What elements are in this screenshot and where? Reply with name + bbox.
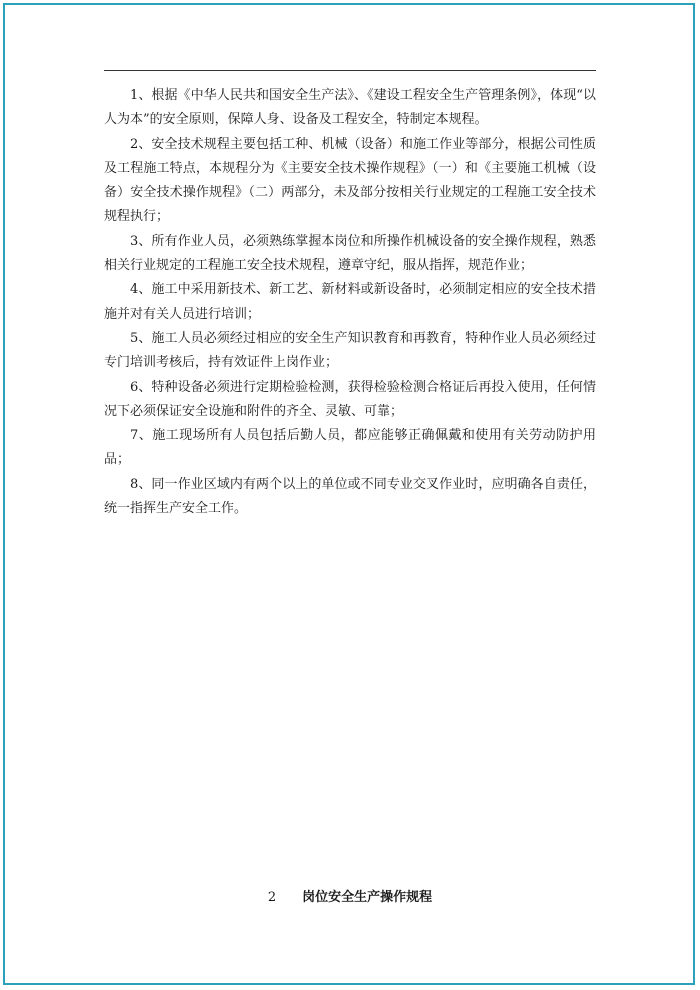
footer-title: 岗位安全生产操作规程 bbox=[302, 890, 433, 905]
page-footer bbox=[0, 886, 700, 905]
paragraph-5: 5、施工人员必须经过相应的安全生产知识教育和再教育，特种作业人员必须经过专门培训考核后，持有效证件上岗作业； bbox=[104, 330, 596, 371]
paragraph-8: 8、同一作业区域内有两个以上的单位或不同专业交叉作业时，应明确各自责任，统一指挥生产安全工作。 bbox=[104, 476, 596, 517]
paragraph-3: 3、所有作业人员，必须熟练掌握本岗位和所操作机械设备的安全操作规程，熟悉相关行业规定的工程施工安全技术规程，遵章守纪，服从指挥，规范作业； bbox=[104, 233, 596, 274]
page-number: 2 bbox=[267, 890, 277, 905]
document-body bbox=[104, 84, 596, 521]
paragraph-2: 2、安全技术规程主要包括工种、机械（设备）和施工作业等部分，根据公司性质及工程施工特点，本规程分为《主要安全技术操作规程》（一）和《主要施工机械（设备）安全技术操作规程》（二）两部分，未及部分按相关行业规定的工程施工安全技术规程执行； bbox=[104, 136, 596, 225]
paragraph-1: 1、根据《中华人民共和国安全生产法》、《建设工程安全生产管理条例》，体现“以人为本”的安全原则，保障人身、设备及工程安全，特制定本规程。 bbox=[104, 88, 596, 128]
paragraph-4: 4、施工中采用新技术、新工艺、新材料或新设备时，必须制定相应的安全技术措施并对有关人员进行培训； bbox=[104, 282, 596, 322]
paragraph-6: 6、特种设备必须进行定期检验检测，获得检验检测合格证后再投入使用，任何情况下必须保证安全设施和附件的齐全、灵敏、可靠； bbox=[104, 379, 596, 419]
header-divider bbox=[104, 70, 596, 71]
paragraph-7: 7、施工现场所有人员包括后勤人员，都应能够正确佩戴和使用有关劳动防护用品； bbox=[104, 428, 596, 468]
